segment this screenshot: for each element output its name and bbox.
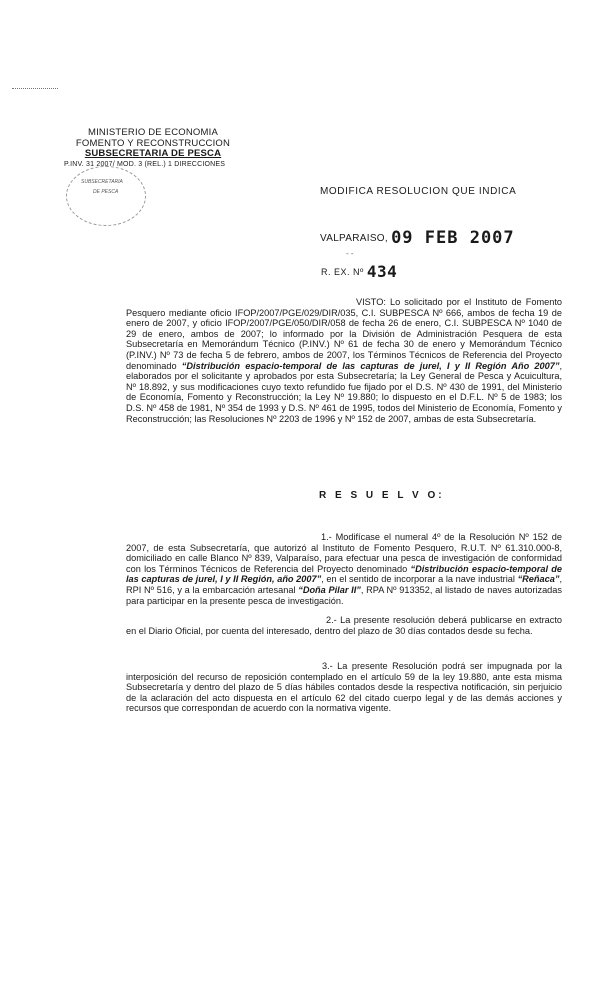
- resolution-label: R. EX. Nº: [321, 267, 364, 277]
- item-1-text-2: , en el sentido de incorporar a la nave industrial: [321, 574, 515, 585]
- document-subject: MODIFICA RESOLUCION QUE INDICA: [320, 186, 517, 197]
- item-2-text: 2.- La presente resolución deberá publicarse en extracto en el Diario Oficial, por cuenta del interesado, dentro del plazo de 30 días contados desde su fecha.: [126, 615, 562, 636]
- date-value: 09 FEB 2007: [391, 228, 515, 248]
- separator-mark: - -: [346, 249, 354, 258]
- item-1-text-3: , RPI Nº 516, y a la embarcación artesanal: [126, 574, 562, 595]
- item-1-text-1: 1.- Modifícase el numeral 4º de la Resolución Nº 152 de 2007, de esta Subsecretaría, que autorizó al Instituto de Fomento Pesquero, R.U.T. Nº 61.310.000-8, domiciliado en calle Blanco Nº 839, Valparaíso, para efectuar una pesca de investigación de conformidad con los Términos Técnicos de Referencia del Proyecto denominado: [126, 532, 562, 574]
- visto-text-2: , elaborados por el solicitante y aprobados por esta Subsecretaría; la Ley General de Pesca y Acuicultura, Nº 18.892, y sus modificaciones cuyo texto refundido fue fijado por el D.S. Nº 430 de 1991, del Ministerio de Economía, Fomento y Reconstrucción; la Ley Nº 19.880; lo dispuesto en el D.F.L. Nº 5 de 1983; los D.S. Nº 458 de 1981, Nº 354 de 1993 y D.S. Nº 461 de 1995, todos del Ministerio de Economía, Fomento y Reconstrucción; las Resoluciones Nº 2203 de 1996 y Nº 152 de 2007, ambas de esta Subsecretaría.: [126, 360, 563, 424]
- resolution-value: 434: [366, 262, 398, 281]
- item-3-paragraph: [126, 661, 562, 714]
- vessel-artisanal-name: “Doña Pilar II”: [298, 584, 361, 595]
- seal-text-top: SUBSECRETARIA: [81, 179, 123, 185]
- visto-text-1: VISTO: Lo solicitado por el Instituto de Fomento Pesquero mediante oficio IFOP/2007/PGE/029/DIR/035, C.I. SUBPESCA Nº 666, ambos de fecha 19 de enero de 2007, y oficio IFOP/2007/PGE/050/DIR/058 de fecha 26 de enero, C.I. SUBPESCA Nº 1040 de 29 de enero, ambos de 2007; lo informado por la División de Administración Pesquera de esta Subsecretaría en Memorándum Técnico (P.INV.) Nº 61 de fecha 30 de enero y Memorándum Técnico (P.INV.) Nº 73 de fecha 5 de febrero, ambos de 2007, los Términos Técnicos de Referencia del Proyecto denominado: [126, 297, 562, 371]
- resuelvo-heading: R E S U E L V O:: [319, 490, 445, 501]
- item-1-text-4: , RPA Nº 913352, al listado de naves autorizadas para participar en la presente pesca de investigación.: [126, 584, 562, 606]
- vessel-industrial-name: “Reñaca”: [517, 574, 560, 585]
- visto-paragraph: [126, 297, 562, 424]
- item-3-text: 3.- La presente Resolución podrá ser impugnada por la interposición del recurso de reposición contemplado en el artículo 59 de la ley 19.880, ante esta misma Subsecretaría y dentro del plazo de 5 días hábiles contados desde la respectiva notificación, sin perjuicio de la aclaración del acto dispuesta en el artículo 62 del citado cuerpo legal y de las demás acciones y recursos que correspondan de acuerdo con la normativa vigente.: [126, 661, 562, 714]
- item-1-paragraph: [126, 532, 562, 606]
- ministry-branch: FOMENTO Y RECONSTRUCCION: [75, 137, 231, 149]
- reference-code: P.INV. 31 2007/ MOD. 3 (REL.) 1 DIRECCIONES: [64, 160, 226, 168]
- visto-project-name: “Distribución espacio-temporal de las capturas de jurel, I y II Región Año 2007”: [181, 360, 560, 371]
- official-seal: [66, 166, 146, 226]
- institution-header: [58, 128, 248, 170]
- stray-mark: [12, 88, 58, 91]
- subsecretaria-name: SUBSECRETARIA DE PESCA: [84, 148, 222, 159]
- seal-text-bottom: DE PESCA: [93, 189, 119, 195]
- item-2-paragraph: [126, 615, 562, 636]
- item-1-project-name: “Distribución espacio-temporal de las capturas de jurel, I y II Región, año 2007”: [126, 563, 562, 585]
- date-city: VALPARAISO,: [320, 233, 388, 244]
- ministry-name: MINISTERIO DE ECONOMIA: [87, 127, 219, 138]
- resolution-number: [321, 262, 397, 281]
- document-date: [320, 228, 515, 248]
